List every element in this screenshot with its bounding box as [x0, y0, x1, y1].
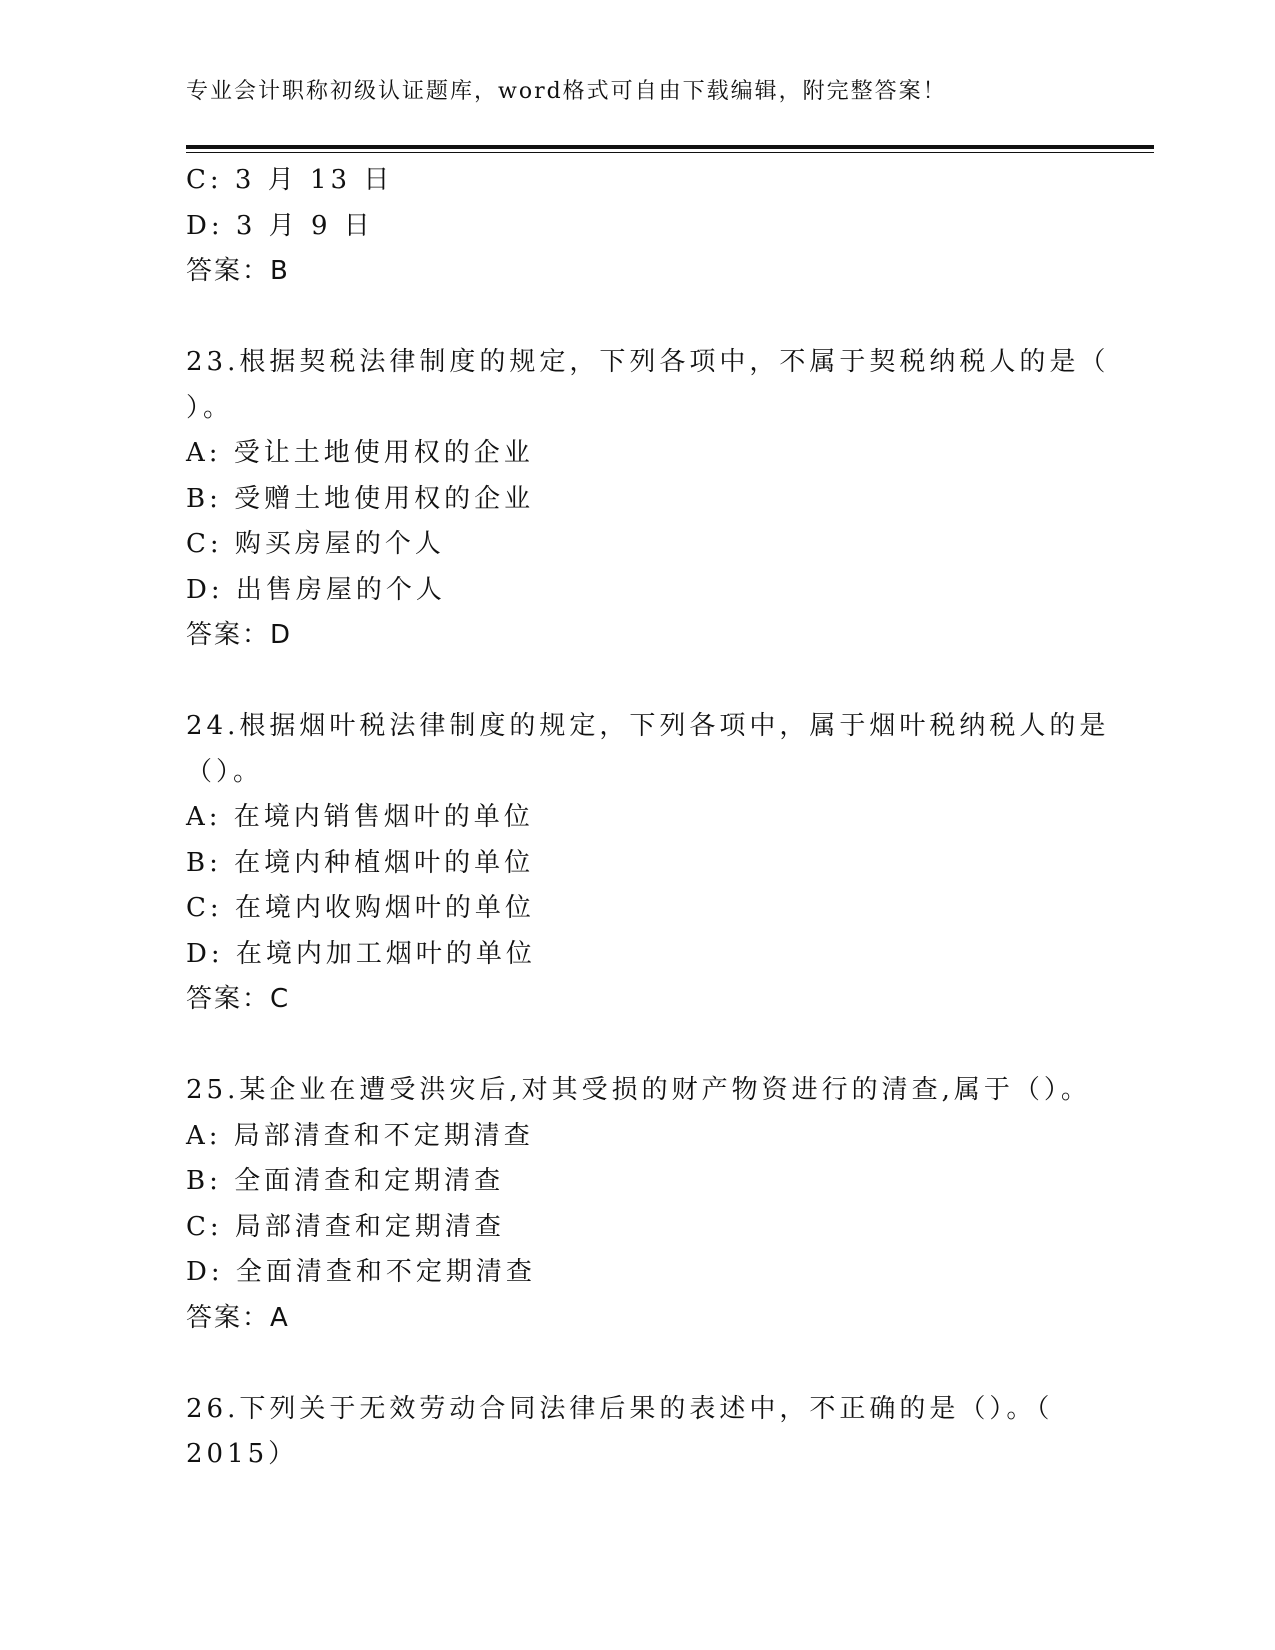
option-d: D: 出售房屋的个人: [186, 574, 446, 605]
option-b: B: 全面清查和定期清查: [186, 1166, 505, 1196]
spacer: [186, 659, 1086, 705]
question-25: [186, 1068, 1091, 1341]
spacer: [186, 1341, 1086, 1387]
question-stem: 23.根据契税法律制度的规定，下列各项中，不属于契税纳税人的是（: [186, 347, 1110, 377]
header-rule-thick: [186, 145, 1154, 149]
answer: 答案：D: [186, 620, 293, 650]
option-b: B: 受赠土地使用权的企业: [186, 483, 535, 514]
question-content: [186, 158, 1110, 1478]
question-26: [186, 1387, 1086, 1478]
question-stem: 25.某企业在遭受洪灾后,对其受损的财产物资进行的清查,属于（）。: [186, 1075, 1091, 1105]
option-b: B: 在境内种植烟叶的单位: [186, 847, 535, 878]
header-rule-thin: [186, 152, 1154, 153]
question-stem-continued: 2015）: [186, 1439, 299, 1469]
question-23: [186, 340, 1110, 659]
question-stem: 24.根据烟叶税法律制度的规定，下列各项中，属于烟叶税纳税人的是: [186, 711, 1110, 741]
question-24: [186, 704, 1110, 1023]
option-c: C: 在境内收购烟叶的单位: [186, 893, 535, 923]
option-c: C: 局部清查和定期清查: [186, 1211, 505, 1242]
option-a: A: 受让土地使用权的企业: [186, 438, 534, 468]
option-c: C: 购买房屋的个人: [186, 529, 445, 559]
question-stem: 26.下列关于无效劳动合同法律后果的表述中，不正确的是（）。（: [186, 1393, 1054, 1424]
option-a: A: 在境内销售烟叶的单位: [186, 802, 534, 832]
spacer: [186, 295, 1086, 341]
page-header: 专业会计职称初级认证题库，word格式可自由下载编辑，附完整答案！: [186, 79, 947, 104]
answer: 答案：C: [186, 984, 291, 1014]
option-d: D: 在境内加工烟叶的单位: [186, 938, 536, 969]
answer: 答案：A: [186, 1302, 290, 1333]
option-d: D: 3 月 9 日: [186, 210, 374, 241]
question-stem-continued: ）。: [186, 392, 234, 423]
answer: 答案：B: [186, 256, 290, 286]
option-d: D: 全面清查和不定期清查: [186, 1257, 536, 1287]
question-stem-continued: （）。: [186, 756, 264, 787]
spacer: [186, 1023, 1086, 1069]
option-c: C: 3 月 13 日: [186, 165, 394, 195]
option-a: A: 局部清查和不定期清查: [186, 1120, 534, 1151]
